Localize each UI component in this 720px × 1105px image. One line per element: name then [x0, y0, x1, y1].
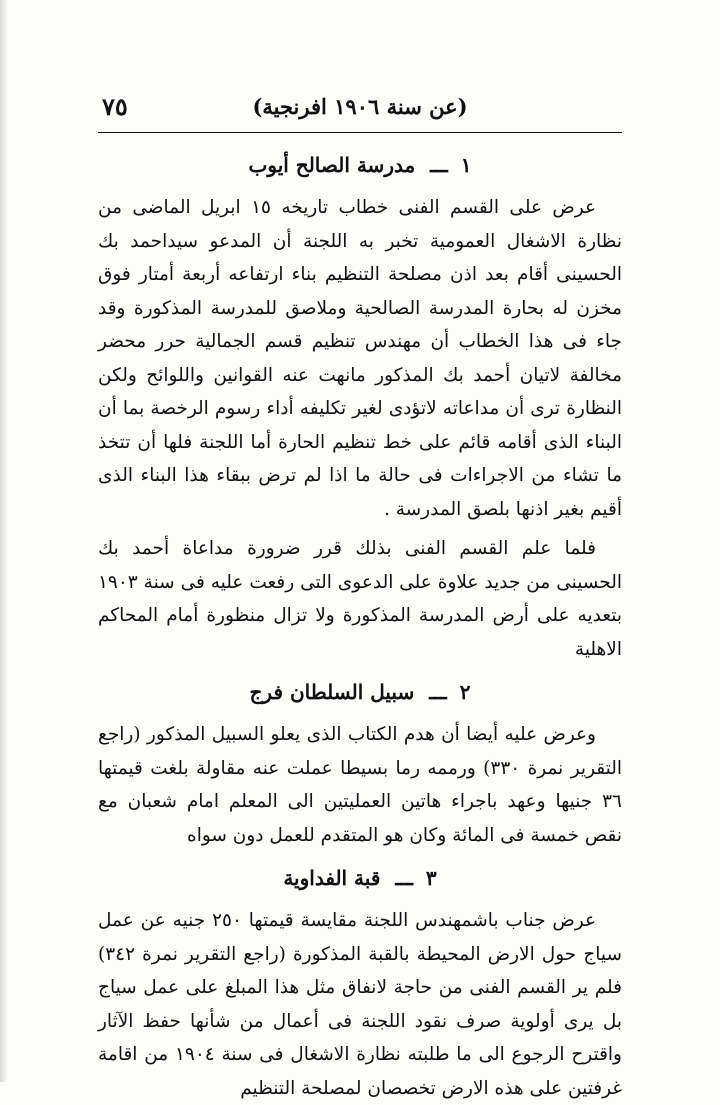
- paragraph: عرض جناب باشمهندس اللجنة مقايسة قيمتها ٢٥٠ جنيه عن عمل سياج حول الارض المحيطة بالقبة المذكورة (راجع التقرير نمرة ٣٤٢) فلم ير القسم الفنى من حاجة لانفاق مثل هذا المبلغ على عمل سياج بل يرى أولوية صرف نقود اللجنة فى أعمال من شأنها حفظ الآثار واقترح الرجوع الى ما طلبته نظارة الاشغال فى سنة ١٩٠٤ من اقامة غرفتين على هذه الارض تخصصان لمصلحة التنظيم: [98, 910, 622, 1099]
- section-number: ٢: [459, 680, 471, 704]
- page-binding-shadow: [0, 0, 8, 1082]
- section-title-3: [98, 866, 622, 890]
- paragraph: فلما علم القسم الفنى بذلك قرر ضرورة مداعاة أحمد بك الحسينى من جديد علاوة على الدعوى التى رفعت عليه فى سنة ١٩٠٣ بتعديه على أرض المدرسة المذكورة ولا تزال منظورة أمام المحاكم الاهلية: [98, 538, 622, 660]
- section-title-2: [98, 680, 622, 704]
- section-dash: ـــ: [430, 153, 448, 177]
- paragraph: وعرض عليه أيضا أن هدم الكتاب الذى يعلو السبيل المذكور (راجع التقرير نمرة ٣٣٠) ورممه رما بسيطا عملت عنه مقاولة بلغت قيمتها ٣٦ جنيها وعهد باجراء هاتين العمليتين الى المعلم امام شعبان مع نقص خمسة فى المائة وكان هو المتقدم للعمل دون سواه: [98, 724, 622, 846]
- section-heading: قبة الفداوية: [283, 866, 381, 890]
- section-number: ١: [460, 153, 472, 177]
- section-dash: ـــ: [429, 680, 447, 704]
- section-heading: سبيل السلطان فرج: [249, 680, 415, 704]
- page-header: [98, 88, 622, 133]
- running-head: (عن سنة ١٩٠٦ افرنجية): [252, 94, 468, 119]
- section-title-1: [98, 153, 622, 177]
- section-dash: ـــ: [395, 866, 413, 890]
- page-number: ٧٥: [102, 92, 128, 121]
- paragraph: عرض على القسم الفنى خطاب تاريخه ١٥ ابريل الماضى من نظارة الاشغال العمومية تخبر به اللجنة أن المدعو سيداحمد بك الحسينى أقام بعد اذن مصلحة التنظيم بناء ارتفاعه أربعة أمتار فوق مخزن له بحارة المدرسة الصالحية وملاصق للمدرسة المذكورة وقد جاء فى هذا الخطاب أن مهندس تنظيم قسم الجمالية حرر محضر مخالفة لاتيان أحمد بك المذكور مانهت عنه القوانين واللوائح ولكن النظارة ترى أن مداعاته لاتؤدى لغير تكليفه أداء رسوم الرخصة بما أن البناء الذى أقامه قائم على خط تنظيم الحارة أما اللجنة فلها أن تتخذ ما تشاء من الاجراءات فى حالة ما اذا لم ترض ببقاء هذا البناء الذى أقيم بغير اذنها بلصق المدرسة .: [98, 197, 622, 520]
- section-number: ٣: [425, 866, 437, 890]
- section-heading: مدرسة الصالح أيوب: [248, 153, 416, 177]
